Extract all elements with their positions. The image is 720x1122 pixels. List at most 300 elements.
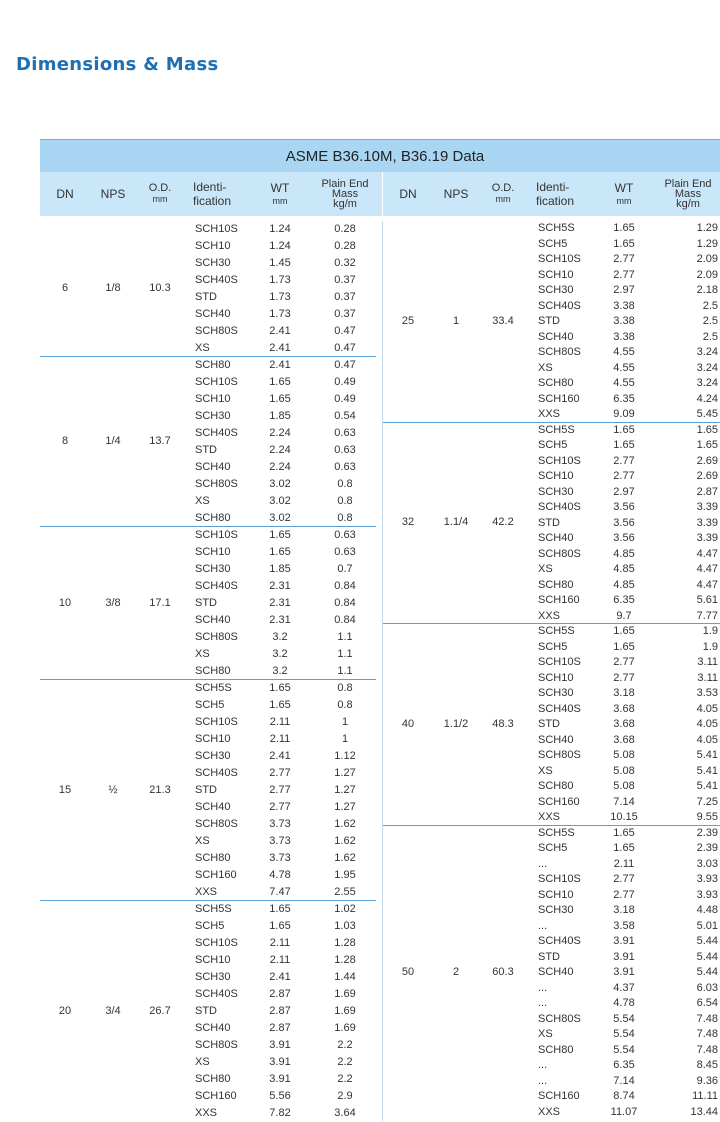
table-row <box>40 1043 720 1059</box>
wall-thickness-cell: 2.77 <box>613 253 635 266</box>
table-row <box>40 950 720 966</box>
wall-thickness-cell: 3.18 <box>613 687 635 700</box>
header-wt-line: WT <box>614 181 634 195</box>
mass-cell: 2.2 <box>337 1039 353 1051</box>
header-wt-line: mm <box>616 196 632 206</box>
identification-cell: SCH160 <box>538 392 580 405</box>
identification-cell: SCH40S <box>195 767 238 779</box>
wall-thickness-cell: 7.82 <box>269 1107 291 1119</box>
pipe-group-dn-32 <box>40 423 720 625</box>
table-row <box>40 981 720 997</box>
table-row <box>40 283 720 299</box>
mass-cell: 2.09 <box>696 268 718 281</box>
group-nps: 1/4 <box>105 435 121 447</box>
mass-cell: 1.65 <box>696 439 718 452</box>
group-nps: 1.1/4 <box>443 516 469 529</box>
table-row <box>40 593 720 609</box>
identification-cell: SCH160 <box>195 1090 237 1102</box>
mass-cell: 3.11 <box>697 671 718 684</box>
identification-cell: SCH10 <box>538 268 574 281</box>
identification-cell: SCH80 <box>538 377 574 390</box>
identification-cell: SCH80S <box>195 818 238 830</box>
mass-cell: 0.8 <box>337 512 353 524</box>
identification-cell: SCH80S <box>195 478 238 490</box>
table-row <box>40 733 720 749</box>
identification-cell: SCH160 <box>538 594 580 607</box>
mass-cell: 3.03 <box>696 857 718 870</box>
header-od-line: mm <box>495 194 511 204</box>
mass-cell: 5.41 <box>696 780 718 793</box>
pipe-group-dn-40 <box>40 624 720 826</box>
wall-thickness-cell: 3.56 <box>613 501 635 514</box>
group-od: 26.7 <box>149 1004 171 1017</box>
wall-thickness-cell: 5.54 <box>613 1028 635 1041</box>
wall-thickness-cell: 1.65 <box>613 625 635 638</box>
header-mass-2 <box>652 172 720 216</box>
wall-thickness-cell: 2.77 <box>613 268 635 281</box>
identification-cell: SCH10 <box>538 888 574 901</box>
group-od: 17.1 <box>149 596 171 609</box>
mass-cell: 1.69 <box>334 1005 356 1017</box>
mass-cell: 0.84 <box>334 614 356 626</box>
identification-cell: XS <box>195 648 210 660</box>
identification-cell: SCH80 <box>195 359 231 371</box>
table-row <box>40 516 720 532</box>
wall-thickness-cell: 2.11 <box>613 857 635 870</box>
mass-cell: 2.69 <box>696 470 718 483</box>
table-row <box>40 485 720 501</box>
identification-cell: SCH30 <box>538 687 574 700</box>
mass-cell: 3.93 <box>696 888 718 901</box>
wall-thickness-cell: 2.31 <box>269 597 291 609</box>
wall-thickness-cell: 2.24 <box>269 461 291 473</box>
header-ident-text <box>536 180 574 208</box>
identification-cell: SCH80 <box>195 852 231 864</box>
wall-thickness-cell: 1.65 <box>269 682 291 694</box>
table-row <box>40 1012 720 1028</box>
identification-cell: SCH40S <box>538 501 581 514</box>
wall-thickness-cell: 4.78 <box>613 997 635 1010</box>
wall-thickness-cell: 3.2 <box>272 648 288 660</box>
header-ident-text <box>193 180 231 208</box>
mass-cell: 0.37 <box>334 274 356 286</box>
identification-cell: SCH5 <box>538 237 568 250</box>
table-row <box>40 531 720 547</box>
identification-cell: SCH80 <box>195 512 231 524</box>
group-nps: ½ <box>108 783 118 796</box>
header-dn-1 <box>45 172 85 216</box>
header-dn-2 <box>388 172 428 216</box>
wall-thickness-cell: 3.02 <box>269 495 291 507</box>
wall-thickness-cell: 6.35 <box>613 1059 635 1072</box>
wall-thickness-cell: 3.2 <box>272 631 288 643</box>
header-ident-line: Identi- <box>193 180 227 194</box>
table-row <box>40 547 720 563</box>
wall-thickness-cell: 2.11 <box>269 733 291 745</box>
wall-thickness-cell: 4.55 <box>613 346 635 359</box>
identification-cell: SCH40 <box>195 614 231 626</box>
identification-cell: XS <box>195 835 210 847</box>
mass-cell: 1.95 <box>334 869 356 881</box>
table-row <box>40 671 720 687</box>
table-row <box>40 423 720 439</box>
header-dn-text <box>399 187 416 201</box>
mass-cell: 0.49 <box>334 393 356 405</box>
mass-cell: 1.1 <box>337 665 353 677</box>
header-od-2 <box>481 172 525 216</box>
wall-thickness-cell: 2.41 <box>269 325 291 337</box>
header-mass-text <box>321 179 368 209</box>
identification-cell: SCH10 <box>195 733 231 745</box>
wall-thickness-cell: 3.91 <box>613 935 635 948</box>
identification-cell: SCH30 <box>195 971 231 983</box>
identification-cell: XXS <box>538 1105 561 1118</box>
table-row <box>40 857 720 873</box>
table-row <box>40 686 720 702</box>
mass-cell: 2.9 <box>337 1090 353 1102</box>
header-ident-line: fication <box>536 194 575 208</box>
wall-thickness-cell: 3.91 <box>269 1056 291 1068</box>
mass-cell: 0.28 <box>334 240 356 252</box>
mass-cell: 5.44 <box>696 935 718 948</box>
wall-thickness-cell: 1.85 <box>269 410 291 422</box>
identification-cell: SCH30 <box>538 904 574 917</box>
mass-cell: 3.39 <box>696 532 718 545</box>
identification-cell: SCH5 <box>195 699 225 711</box>
mass-cell: 0.28 <box>334 223 356 235</box>
group-dn: 50 <box>401 965 415 978</box>
mass-cell: 2.39 <box>696 842 718 855</box>
table-row <box>40 609 720 625</box>
header-ident-line: fication <box>193 194 232 208</box>
wall-thickness-cell: 7.14 <box>613 795 635 808</box>
group-dn: 20 <box>58 1004 72 1017</box>
identification-cell: SCH80S <box>538 749 581 762</box>
group-dn: 6 <box>61 282 69 294</box>
header-wt-2 <box>602 172 646 216</box>
table-row <box>40 996 720 1012</box>
identification-cell: XS <box>195 495 210 507</box>
identification-cell: SCH5 <box>195 920 225 932</box>
table-row <box>40 903 720 919</box>
mass-cell: 9.36 <box>696 1074 718 1087</box>
wall-thickness-cell: 1.73 <box>269 291 291 303</box>
wall-thickness-cell: 3.38 <box>613 330 635 343</box>
identification-cell: SCH80S <box>195 325 238 337</box>
wall-thickness-cell: 3.73 <box>269 835 291 847</box>
group-nps: 3/4 <box>105 1004 121 1017</box>
identification-cell: SCH80S <box>195 1039 238 1051</box>
identification-cell: SCH10 <box>538 470 574 483</box>
wall-thickness-cell: 4.85 <box>613 547 635 560</box>
header-nps-text <box>444 187 469 201</box>
mass-cell: 5.44 <box>696 950 718 963</box>
identification-cell: SCH40S <box>538 935 581 948</box>
mass-cell: 1.27 <box>334 784 356 796</box>
header-mass-line: kg/m <box>676 198 700 210</box>
table-row <box>40 376 720 392</box>
mass-cell: 8.45 <box>696 1059 718 1072</box>
wall-thickness-cell: 1.65 <box>613 423 635 436</box>
mass-cell: 3.11 <box>697 656 718 669</box>
wall-thickness-cell: 7.14 <box>613 1074 635 1087</box>
wall-thickness-cell: 2.87 <box>269 1005 291 1017</box>
header-nps-line: NPS <box>100 187 126 201</box>
identification-cell: SCH10 <box>195 546 231 558</box>
pipe-group-dn-25 <box>40 221 720 423</box>
wall-thickness-cell: 1.73 <box>269 274 291 286</box>
identification-cell: XS <box>195 342 210 354</box>
identification-cell: SCH5 <box>538 640 568 653</box>
header-od-1 <box>138 172 182 216</box>
table-row <box>40 1027 720 1043</box>
wall-thickness-cell: 2.11 <box>269 954 291 966</box>
header-mass-line: Plain End <box>664 178 712 190</box>
mass-cell: 3.24 <box>696 361 718 374</box>
mass-cell: 7.48 <box>696 1012 718 1025</box>
table-row <box>40 268 720 284</box>
group-od: 10.3 <box>149 282 171 294</box>
wall-thickness-cell: 6.35 <box>613 392 635 405</box>
table-row <box>40 655 720 671</box>
identification-cell: STD <box>195 597 217 609</box>
table-row <box>40 1074 720 1090</box>
identification-cell: SCH10 <box>538 671 574 684</box>
mass-cell: 5.41 <box>696 764 718 777</box>
identification-cell: SCH30 <box>195 257 231 269</box>
identification-cell: SCH80 <box>538 780 574 793</box>
wall-thickness-cell: 2.41 <box>269 359 291 371</box>
identification-cell: STD <box>538 950 560 963</box>
mass-cell: 1.28 <box>334 937 356 949</box>
table-row <box>40 562 720 578</box>
header-ident-1 <box>193 172 263 216</box>
mass-cell: 13.44 <box>690 1105 718 1118</box>
mass-cell: 1.62 <box>334 835 356 847</box>
mass-cell: 2.5 <box>702 330 718 343</box>
identification-cell: XXS <box>195 1107 218 1119</box>
table-row <box>40 1058 720 1074</box>
header-mass-1 <box>309 172 381 216</box>
group-nps: 1.1/2 <box>443 717 469 730</box>
header-mass-line: Plain End <box>321 178 369 190</box>
header-ident-2 <box>536 172 606 216</box>
mass-cell: 5.61 <box>696 594 718 607</box>
header-nps-text <box>101 187 126 201</box>
identification-cell: XS <box>195 1056 210 1068</box>
identification-cell: SCH40 <box>195 801 231 813</box>
mass-cell: 7.77 <box>696 609 718 622</box>
mass-cell: 0.32 <box>334 257 356 269</box>
mass-cell: 0.8 <box>337 478 353 490</box>
wall-thickness-cell: 1.65 <box>269 903 291 915</box>
mass-cell: 2.5 <box>702 315 718 328</box>
identification-cell: SCH10S <box>538 253 581 266</box>
header-nps-line: NPS <box>443 187 469 201</box>
mass-cell: 2.09 <box>696 253 718 266</box>
mass-cell: 1.9 <box>702 640 718 653</box>
header-mass-line: kg/m <box>333 198 357 210</box>
table-row <box>40 717 720 733</box>
mass-cell: 1.65 <box>696 423 718 436</box>
wall-thickness-cell: 3.91 <box>613 966 635 979</box>
identification-cell: STD <box>538 718 560 731</box>
wall-thickness-cell: 2.77 <box>613 656 635 669</box>
identification-cell: SCH80S <box>538 547 581 560</box>
identification-cell: SCH40S <box>195 580 238 592</box>
table-row <box>40 810 720 826</box>
wall-thickness-cell: 9.7 <box>616 609 632 622</box>
identification-cell: SCH80 <box>538 578 574 591</box>
header-od-text <box>149 183 172 205</box>
identification-cell: STD <box>195 1005 217 1017</box>
mass-cell: 2.2 <box>337 1056 353 1068</box>
identification-cell: SCH5 <box>538 439 568 452</box>
dimensions-table <box>40 139 720 1119</box>
mass-cell: 0.49 <box>334 376 356 388</box>
mass-cell: 5.44 <box>696 966 718 979</box>
header-nps-1 <box>89 172 137 216</box>
identification-cell: SCH5S <box>538 222 575 235</box>
wall-thickness-cell: 1.65 <box>269 546 291 558</box>
wall-thickness-cell: 3.02 <box>269 512 291 524</box>
wall-thickness-cell: 1.65 <box>269 529 291 541</box>
wall-thickness-cell: 2.77 <box>613 888 635 901</box>
table-row <box>40 221 720 237</box>
identification-cell: SCH10S <box>195 376 238 388</box>
mass-cell: 1.27 <box>334 801 356 813</box>
identification-cell: SCH5S <box>538 423 575 436</box>
identification-cell: ... <box>538 919 548 932</box>
identification-cell: XS <box>538 764 553 777</box>
wall-thickness-cell: 5.08 <box>613 780 635 793</box>
identification-cell: STD <box>538 516 560 529</box>
wall-thickness-cell: 5.54 <box>613 1012 635 1025</box>
identification-cell: STD <box>195 784 217 796</box>
page-title: Dimensions & Mass <box>16 54 219 75</box>
group-dn: 40 <box>401 717 415 730</box>
mass-cell: 4.05 <box>696 702 718 715</box>
table-row <box>40 1089 720 1105</box>
mass-cell: 0.84 <box>334 597 356 609</box>
mass-cell: 2.5 <box>702 299 718 312</box>
mass-cell: 1.1 <box>337 648 353 660</box>
table-row <box>40 826 720 842</box>
identification-cell: SCH160 <box>538 795 580 808</box>
identification-cell: SCH10S <box>538 873 581 886</box>
mass-cell: 7.48 <box>696 1043 718 1056</box>
header-mass-line: Mass <box>331 188 359 200</box>
wall-thickness-cell: 3.68 <box>613 733 635 746</box>
identification-cell: STD <box>195 291 217 303</box>
wall-thickness-cell: 3.18 <box>613 904 635 917</box>
identification-cell: SCH40S <box>195 988 238 1000</box>
mass-cell: 3.53 <box>696 687 718 700</box>
mass-cell: 6.03 <box>696 981 718 994</box>
table-row <box>40 252 720 268</box>
wall-thickness-cell: 2.41 <box>269 750 291 762</box>
wall-thickness-cell: 3.56 <box>613 532 635 545</box>
identification-cell: ... <box>538 1059 548 1072</box>
wall-thickness-cell: 2.77 <box>613 470 635 483</box>
header-mass-line: Mass <box>674 188 702 200</box>
identification-cell: SCH5S <box>538 625 575 638</box>
wall-thickness-cell: 10.15 <box>610 811 638 824</box>
mass-cell: 1.29 <box>696 222 718 235</box>
identification-cell: SCH30 <box>195 563 231 575</box>
identification-cell: SCH10S <box>195 529 238 541</box>
mass-cell: 3.39 <box>696 501 718 514</box>
mass-cell: 4.05 <box>696 718 718 731</box>
wall-thickness-cell: 4.85 <box>613 578 635 591</box>
wall-thickness-cell: 2.87 <box>269 988 291 1000</box>
wall-thickness-cell: 2.77 <box>269 784 291 796</box>
identification-cell: SCH10S <box>195 716 238 728</box>
identification-cell: SCH80S <box>538 346 581 359</box>
table-row <box>40 841 720 857</box>
mass-cell: 0.37 <box>334 291 356 303</box>
wall-thickness-cell: 5.54 <box>613 1043 635 1056</box>
wall-thickness-cell: 3.73 <box>269 818 291 830</box>
mass-cell: 4.05 <box>696 733 718 746</box>
identification-cell: SCH40 <box>195 461 231 473</box>
wall-thickness-cell: 2.31 <box>269 614 291 626</box>
table-row <box>40 779 720 795</box>
identification-cell: SCH10 <box>195 240 231 252</box>
group-od: 33.4 <box>492 314 514 327</box>
mass-cell: 1 <box>341 716 349 728</box>
mass-cell: 2.39 <box>696 826 718 839</box>
mass-cell: 7.25 <box>696 795 718 808</box>
group-od: 42.2 <box>492 516 514 529</box>
table-row <box>40 1105 720 1121</box>
mass-cell: 2.18 <box>696 284 718 297</box>
mass-cell: 0.63 <box>334 427 356 439</box>
wall-thickness-cell: 5.08 <box>613 764 635 777</box>
table-row <box>40 795 720 811</box>
header-mass-text <box>664 179 711 209</box>
mass-cell: 1.69 <box>334 988 356 1000</box>
mass-cell: 0.63 <box>334 461 356 473</box>
group-od: 21.3 <box>149 783 171 796</box>
identification-cell: SCH30 <box>538 485 574 498</box>
identification-cell: SCH5S <box>195 903 232 915</box>
mass-cell: 5.45 <box>696 408 718 421</box>
header-od-line: O.D. <box>491 182 515 194</box>
mass-cell: 1.62 <box>334 818 356 830</box>
table-body <box>40 221 720 1121</box>
mass-cell: 4.48 <box>696 904 718 917</box>
mass-cell: 1.1 <box>337 631 353 643</box>
wall-thickness-cell: 2.11 <box>269 716 291 728</box>
identification-cell: SCH40S <box>538 299 581 312</box>
identification-cell: SCH80S <box>195 631 238 643</box>
group-dn: 25 <box>401 314 415 327</box>
table-row <box>40 500 720 516</box>
identification-cell: SCH10 <box>195 954 231 966</box>
identification-cell: XS <box>538 563 553 576</box>
table-row <box>40 640 720 656</box>
mass-cell: 0.63 <box>334 546 356 558</box>
wall-thickness-cell: 1.65 <box>613 826 635 839</box>
wall-thickness-cell: 9.09 <box>613 408 635 421</box>
mass-cell: 3.93 <box>696 873 718 886</box>
mass-cell: 0.8 <box>337 495 353 507</box>
header-wt-line: mm <box>272 196 288 206</box>
mass-cell: 3.39 <box>696 516 718 529</box>
mass-cell: 0.63 <box>334 444 356 456</box>
wall-thickness-cell: 1.45 <box>269 257 291 269</box>
